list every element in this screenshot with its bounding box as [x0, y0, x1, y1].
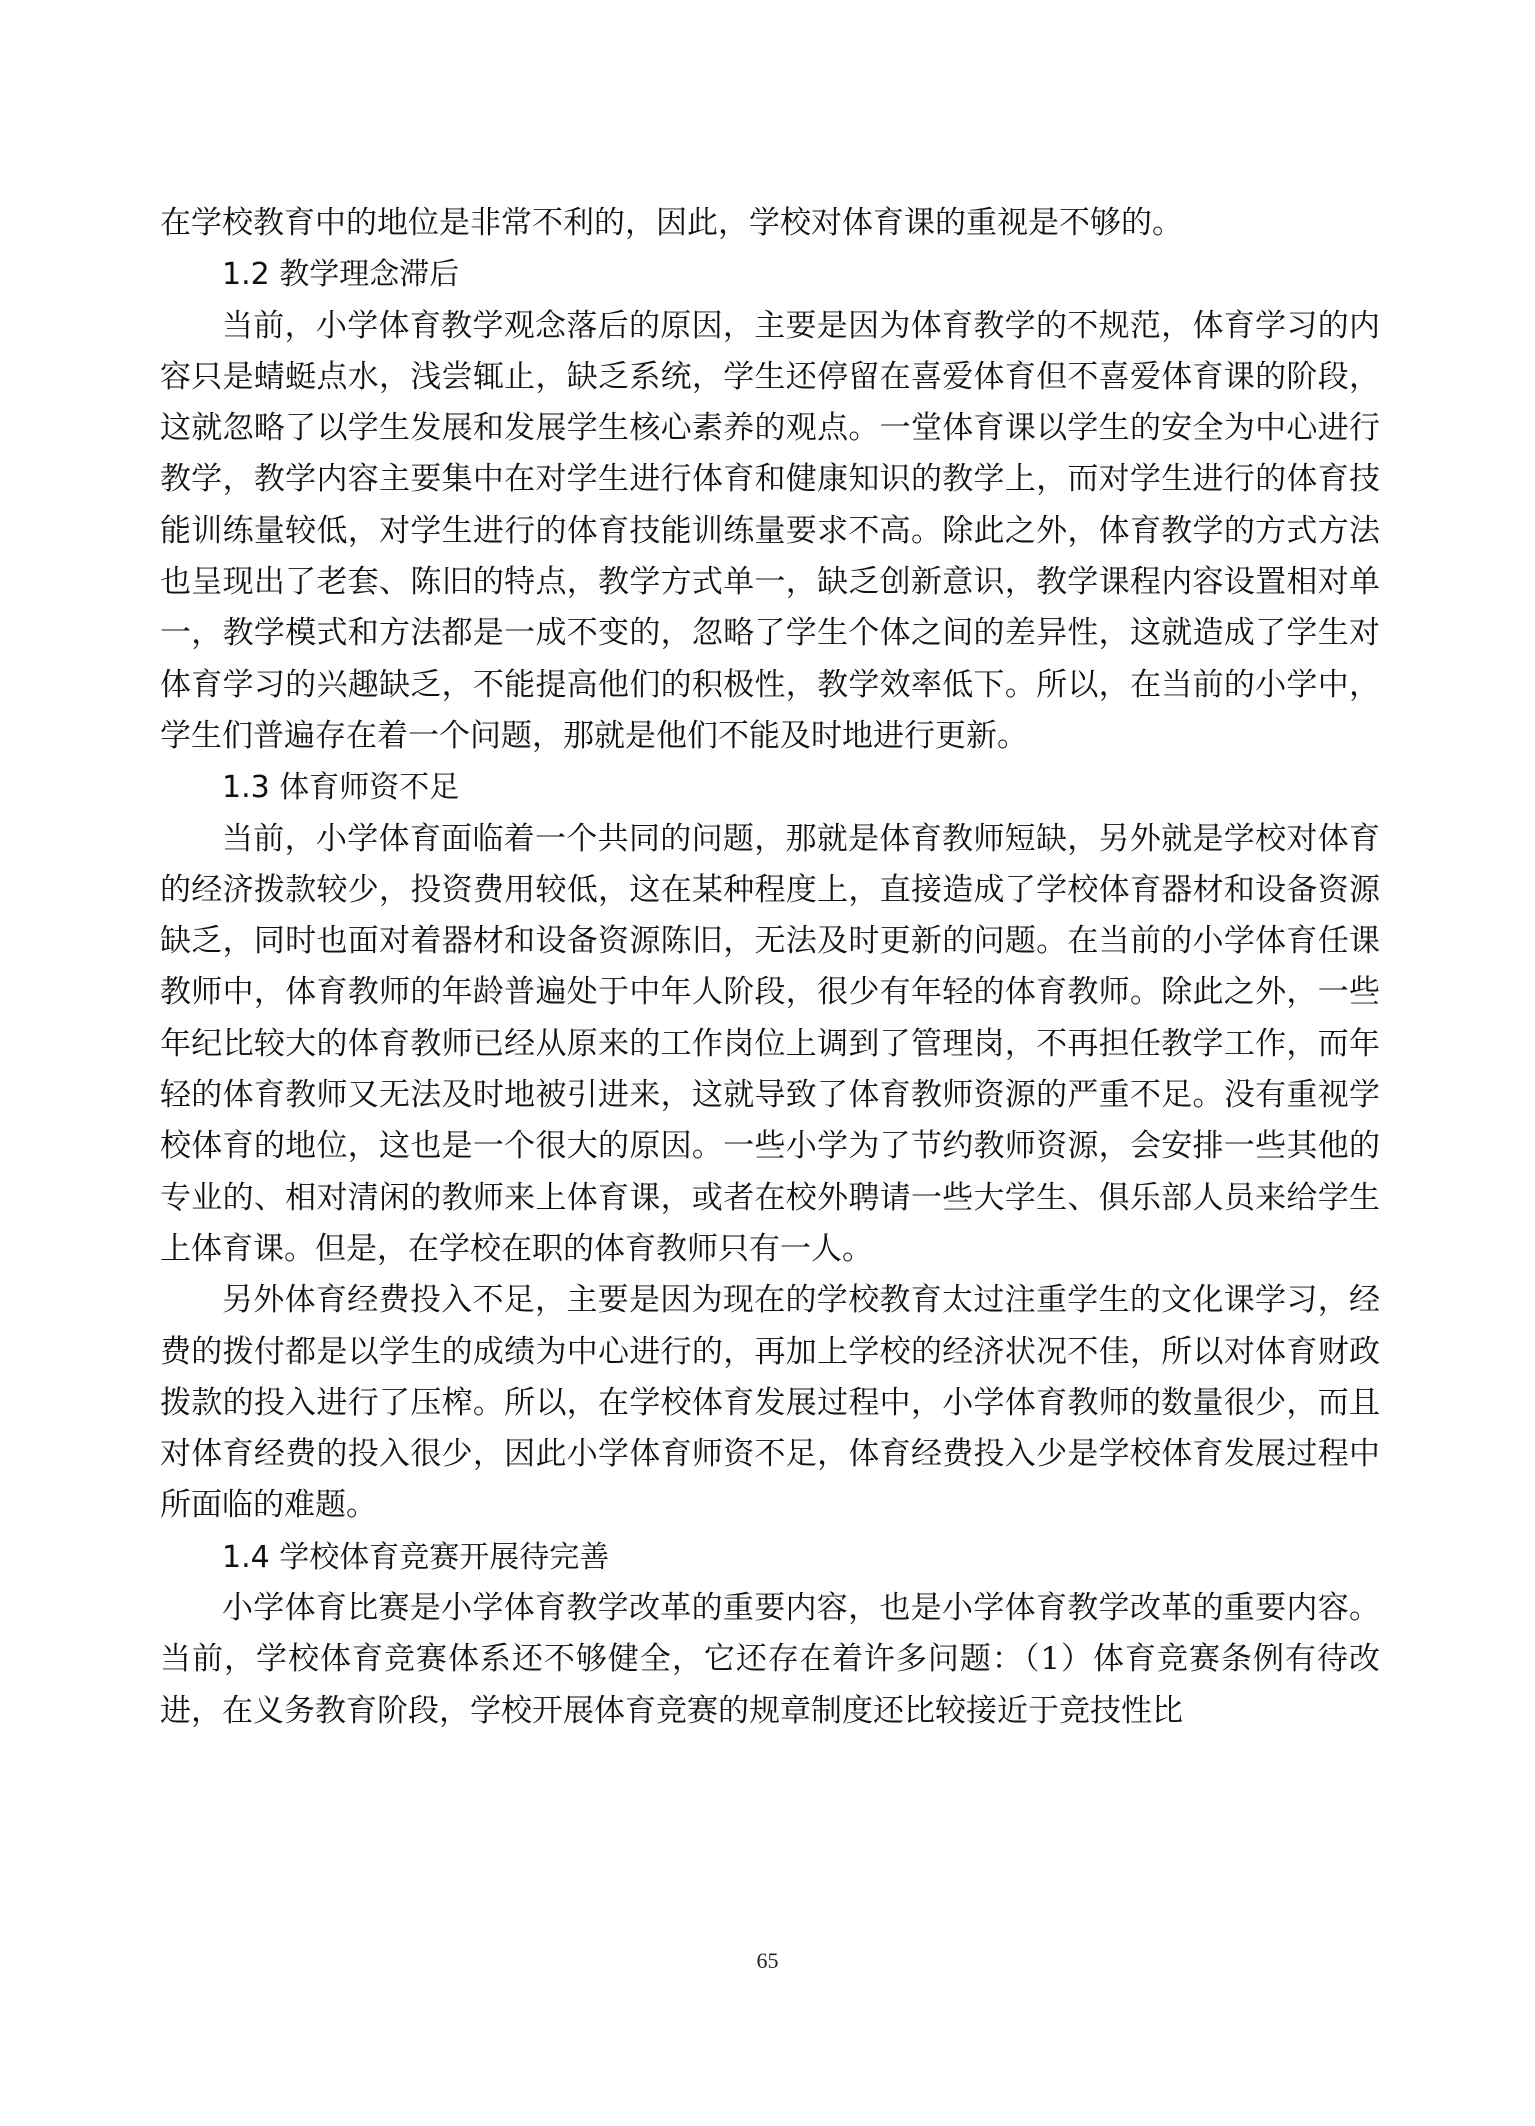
- section-heading-1-2: 1.2 教学理念滞后: [222, 257, 460, 293]
- section-heading-1-4: 1.4 学校体育竞赛开展待完善: [222, 1539, 610, 1575]
- paragraph-teacher-shortage: 当前，小学体育面临着一个共同的问题，那就是体育教师短缺，另外就是学校对体育的经济拨款较少，投资费用较低，这在某种程度上，直接造成了学校体育器材和设备资源缺乏，同时也面对着器材和设备资源陈旧，无法及时更新的问题。在当前的小学体育任课教师中，体育教师的年龄普遍处于中年人阶段，很少有年轻的体育教师。除此之外，一些年纪比较大的体育教师已经从原来的工作岗位上调到了管理岗，不再担任教学工作，而年轻的体育教师又无法及时地被引进来，这就导致了体育教师资源的严重不足。没有重视学校体育的地位，这也是一个很大的原因。一些小学为了节约教师资源，会安排一些其他的专业的、相对清闲的教师来上体育课，或者在校外聘请一些大学生、俱乐部人员来给学生上体育课。但是，在学校在职的体育教师只有一人。: [160, 820, 1380, 1267]
- document-body: [160, 198, 1380, 1737]
- section-heading-1-3: 1.3 体育师资不足: [222, 770, 460, 806]
- paragraph-teaching-philosophy: 当前，小学体育教学观念落后的原因，主要是因为体育教学的不规范，体育学习的内容只是蜻蜓点水，浅尝辄止，缺乏系统，学生还停留在喜爱体育但不喜爱体育课的阶段，这就忽略了以学生发展和发展学生核心素养的观点。一堂体育课以学生的安全为中心进行教学，教学内容主要集中在对学生进行体育和健康知识的教学上，而对学生进行的体育技能训练量较低，对学生进行的体育技能训练量要求不高。除此之外，体育教学的方式方法也呈现出了老套、陈旧的特点，教学方式单一，缺乏创新意识，教学课程内容设置相对单一，教学模式和方法都是一成不变的，忽略了学生个体之间的差异性，这就造成了学生对体育学习的兴趣缺乏，不能提高他们的积极性，教学效率低下。所以，在当前的小学中，学生们普遍存在着一个问题，那就是他们不能及时地进行更新。: [160, 307, 1380, 754]
- paragraph-funding: 另外体育经费投入不足，主要是因为现在的学校教育太过注重学生的文化课学习，经费的拨付都是以学生的成绩为中心进行的，再加上学校的经济状况不佳，所以对体育财政拨款的投入进行了压榨。所以，在学校体育发展过程中，小学体育教师的数量很少，而且对体育经费的投入很少，因此小学体育师资不足，体育经费投入少是学校体育发展过程中所面临的难题。: [160, 1282, 1380, 1524]
- paragraph-competitions: 小学体育比赛是小学体育教学改革的重要内容，也是小学体育教学改革的重要内容。当前，学校体育竞赛体系还不够健全，它还存在着许多问题：（1）体育竞赛条例有待改进，在义务教育阶段，学校开展体育竞赛的规章制度还比较接近于竞技性比: [160, 1590, 1380, 1729]
- paragraph-continuation: 在学校教育中的地位是非常不利的，因此，学校对体育课的重视是不够的。: [160, 205, 1183, 241]
- page-number: 65: [756, 1948, 779, 1973]
